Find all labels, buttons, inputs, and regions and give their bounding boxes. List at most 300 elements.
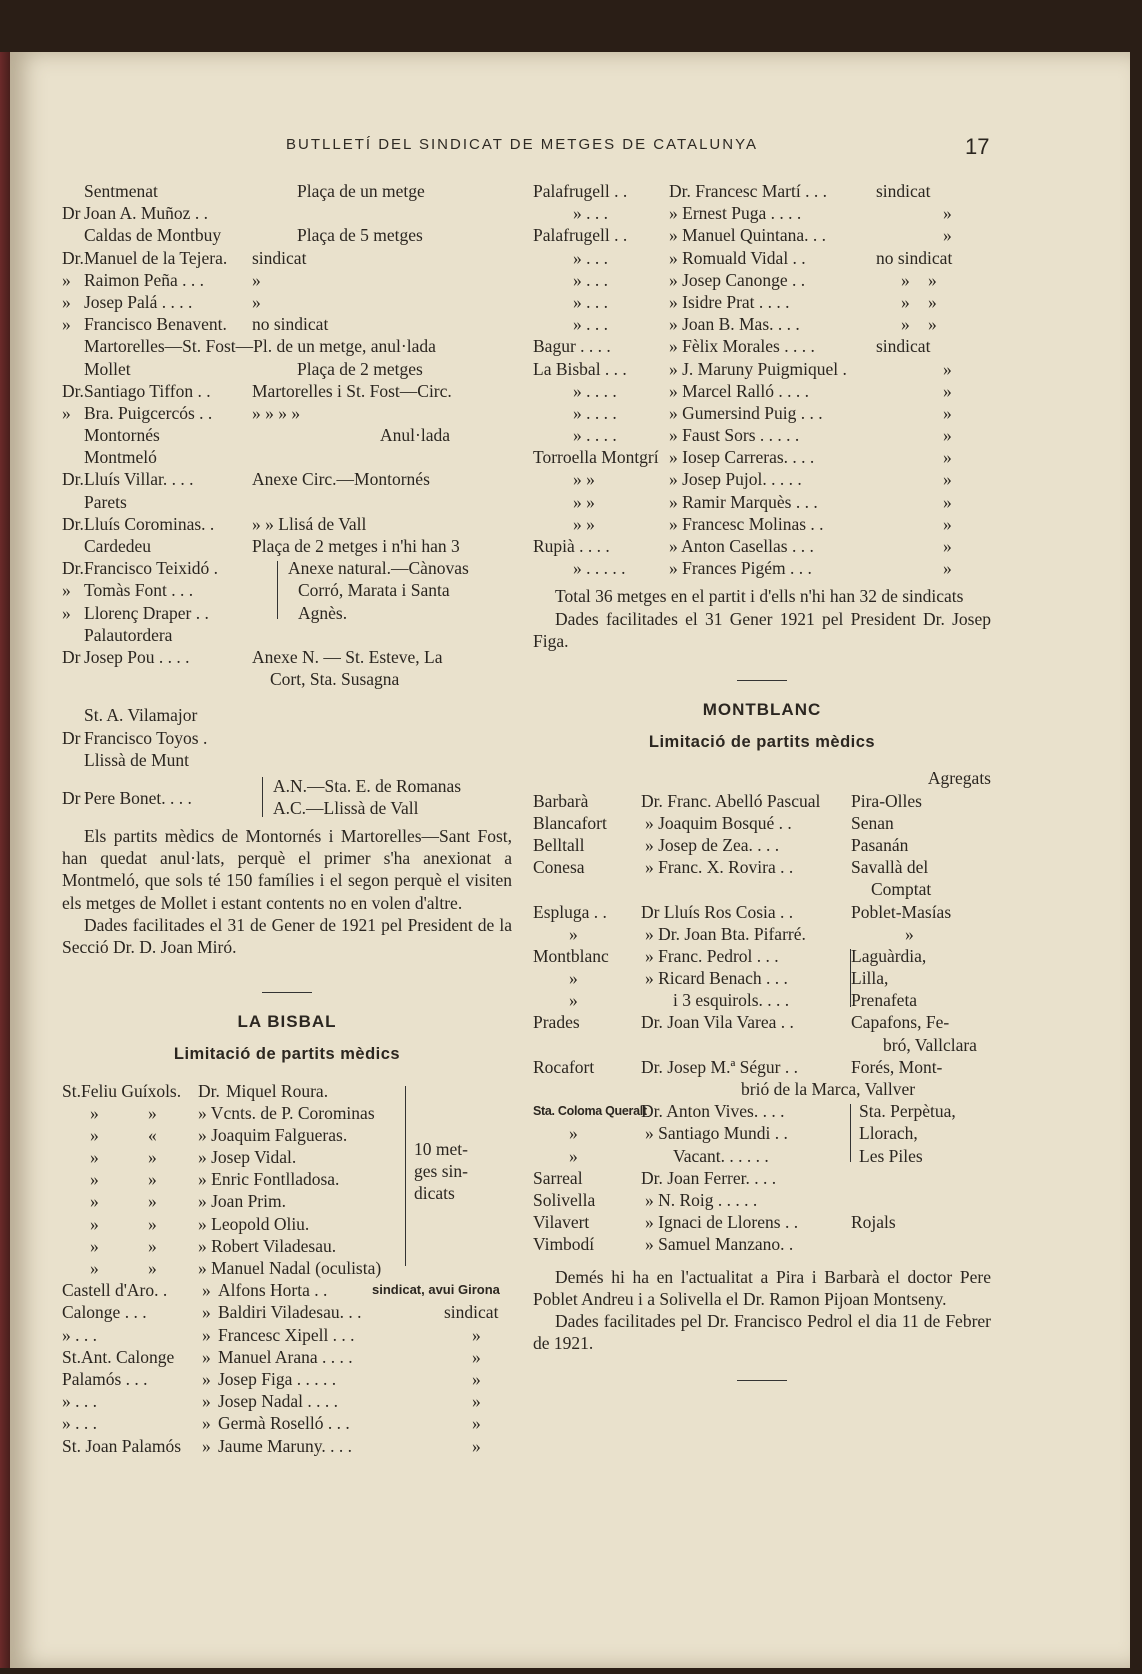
entry-name: Caldas de Montbuy <box>84 225 222 246</box>
doctor-name: » Ernest Puga . . . . <box>669 203 802 224</box>
brace <box>405 1086 406 1266</box>
note: Cort, Sta. Susagna <box>270 669 400 690</box>
town-name: Conesa <box>533 857 585 878</box>
table-row <box>533 1011 991 1033</box>
status: » <box>943 402 952 423</box>
table-row <box>533 1145 991 1167</box>
list-row <box>533 291 991 313</box>
town-name: » <box>90 1102 99 1123</box>
prefix: Dr. <box>62 247 84 268</box>
status: » <box>472 1435 481 1456</box>
table-row <box>533 923 991 945</box>
table-row <box>62 1368 512 1390</box>
aggregate: Laguàrdia, <box>851 945 927 966</box>
agregats-label: Agregats <box>927 768 991 789</box>
prefix: Dr. <box>62 469 84 490</box>
town-name: » <box>90 1147 99 1168</box>
doctor-name: » Manuel Quintana. . . <box>669 225 826 246</box>
list-row <box>62 313 512 335</box>
town-name: St.Feliu Guíxols. <box>62 1080 182 1101</box>
doctor-name: » Leopold Oliu. <box>198 1213 310 1234</box>
entry-name: Joan A. Muñoz . . <box>84 203 208 224</box>
town-name: Palafrugell . . <box>533 225 628 246</box>
town-name: Palafrugell . . <box>533 181 628 201</box>
prefix: » <box>148 1213 157 1234</box>
status: » <box>943 469 952 490</box>
aggregate: » <box>905 923 914 944</box>
bonet-group <box>62 775 512 821</box>
table-row <box>533 1167 991 1189</box>
town-name: Torroella Montgrí <box>533 447 659 468</box>
town-name: » <box>90 1213 99 1234</box>
page-number: 17 <box>965 134 990 159</box>
note: A.C.—Llissà de Vall <box>273 797 419 818</box>
doctor-name: Dr. Joan Vila Varea . . <box>641 1012 794 1033</box>
town-name: » . . . <box>573 291 608 312</box>
doctor-name: Dr. Joan Ferrer. . . . <box>641 1167 777 1188</box>
paragraph: Dades facilitades el 31 Gener 1921 pel President Dr. Josep Figa. <box>533 608 991 651</box>
doctor-name: » N. Roig . . . . . <box>645 1189 758 1210</box>
table-row <box>533 856 991 878</box>
list-row <box>62 335 512 357</box>
section-rule <box>737 1380 787 1381</box>
town-name: Prades <box>533 1012 580 1033</box>
aggregate: bró, Vallclara <box>883 1034 977 1055</box>
table-row <box>533 1233 991 1255</box>
left-column <box>62 180 512 1457</box>
section-rule <box>262 992 312 993</box>
prefix: Dr. <box>198 1080 220 1101</box>
status: » <box>472 1368 481 1389</box>
town-name: » <box>90 1124 99 1145</box>
prefix: » <box>202 1302 211 1323</box>
list-row <box>62 424 512 446</box>
table-row <box>62 1102 512 1124</box>
list-row <box>62 513 512 535</box>
brace <box>850 949 851 1007</box>
town-name: » . . . . . <box>573 558 626 579</box>
town-name: Solivella <box>533 1189 596 1210</box>
doctor-name: Vacant. . . . . . <box>673 1145 769 1166</box>
table-row <box>533 790 991 812</box>
status: sindicat <box>876 181 931 201</box>
town-name: Sta. Coloma Queralt <box>533 1104 647 1119</box>
table-row <box>533 1100 991 1122</box>
paragraph: Total 36 metges en el partit i d'ells n'hi han 32 de sindicats <box>555 586 964 607</box>
town-name: Barbarà <box>533 790 589 811</box>
doctor-name: Manuel Arana . . . . <box>218 1346 353 1367</box>
note-line: Agnès. <box>298 602 348 623</box>
note-line: 10 met- <box>414 1138 468 1159</box>
town-name: Palautordera <box>84 624 173 645</box>
doctor-name: » Franc. Pedrol . . . <box>645 945 779 966</box>
list-row <box>533 247 991 269</box>
town-name: La Bisbal . . . <box>533 358 627 379</box>
table-row <box>62 1235 512 1257</box>
town-name: Bagur . . . . <box>533 336 611 357</box>
prefix: » <box>148 1258 157 1279</box>
entry-note: no sindicat <box>252 314 329 335</box>
list-row <box>62 291 512 313</box>
town-name: St. A. Vilamajor <box>84 705 198 726</box>
prefix: » <box>202 1435 211 1456</box>
doctor-name: » Faust Sors . . . . . <box>669 425 800 446</box>
bisbal-listing <box>62 1080 512 1457</box>
aggregate: Pasanán <box>851 834 909 855</box>
aggregate: Poblet-Masías <box>851 901 952 922</box>
paragraph: Dades facilitades el 31 de Gener de 1921 pel President de la Secció Dr. D. Joan Miró. <box>62 914 512 957</box>
town-name: Llissà de Munt <box>84 749 189 770</box>
town-name: » . . . <box>573 247 608 268</box>
status: » <box>943 358 952 379</box>
status: no sindicat <box>876 247 953 268</box>
table-row <box>62 1412 512 1434</box>
town-name: » . . . . <box>573 380 617 401</box>
town-name: » <box>90 1235 99 1256</box>
status: » <box>943 513 952 534</box>
town-name: » . . . <box>573 314 608 335</box>
table-row <box>533 1122 991 1144</box>
doctor-name: » Isidre Prat . . . . <box>669 291 790 312</box>
list-row <box>62 180 512 202</box>
list-row <box>62 446 512 468</box>
aggregate: Pira-Olles <box>851 790 922 811</box>
list-row <box>62 402 512 424</box>
doctor-name: » Joaquim Bosqué . . <box>645 812 792 833</box>
doctor-name: Dr. Anton Vives. . . . <box>641 1101 785 1122</box>
status: » <box>928 269 937 290</box>
aggregate: Sta. Perpètua, <box>859 1101 956 1122</box>
town-name: » <box>569 990 578 1011</box>
town-name: Rocafort <box>533 1056 595 1077</box>
table-row <box>533 967 991 989</box>
status: » <box>943 225 952 246</box>
prefix: » <box>148 1235 157 1256</box>
entry-name: Manuel de la Tejera. <box>84 247 228 268</box>
entry-name: Martorelles—St. Fost—Pl. de un metge, anul·lada <box>84 336 436 357</box>
prefix: » <box>202 1346 211 1367</box>
prefix: » <box>148 1169 157 1190</box>
entry-note: Martorelles i St. Fost—Circ. <box>252 380 452 401</box>
town-name: » . . . <box>62 1391 97 1412</box>
entry-note: » » » » <box>252 402 301 423</box>
list-row <box>533 402 991 424</box>
town-name: » » <box>573 469 595 490</box>
town-name: Vilavert <box>533 1212 590 1233</box>
town-name: Belltall <box>533 834 585 855</box>
entry-note: Anul·lada <box>380 425 450 446</box>
doctor-name: » Dr. Joan Bta. Pifarré. <box>645 923 806 944</box>
left-listing <box>62 180 512 557</box>
town-name: » <box>569 1145 578 1166</box>
status: sindicat <box>444 1302 499 1323</box>
doctor-name: Josep Pou . . . . <box>84 646 190 667</box>
entry-name: Raimon Peña . . . <box>84 269 205 290</box>
entry-name: Francisco Benavent. <box>84 314 227 335</box>
doctor-name: » Joaquim Falgueras. <box>198 1124 348 1145</box>
doctor-name: » Josep de Zea. . . . <box>645 834 780 855</box>
table-row <box>533 1211 991 1233</box>
note-line: Anexe natural.—Cànovas <box>288 558 469 579</box>
doctor-name: » Francesc Molinas . . <box>669 513 824 534</box>
table-row <box>533 1078 991 1100</box>
list-row <box>533 513 991 535</box>
table-row <box>62 1390 512 1412</box>
doctor-name: Dr. Josep M.ª Ségur . . <box>641 1056 798 1077</box>
table-row <box>533 901 991 923</box>
table-row <box>533 945 991 967</box>
list-row <box>533 269 991 291</box>
section-subtitle: Limitació de partits mèdics <box>173 1045 401 1064</box>
list-row <box>533 468 991 490</box>
status: » <box>928 291 937 312</box>
note: A.N.—Sta. E. de Romanas <box>273 775 462 796</box>
town-name: Palamós . . . <box>62 1368 148 1389</box>
doctor-name: » Santiago Mundi . . <box>645 1123 788 1144</box>
prefix: » <box>62 580 71 601</box>
entry-note: sindicat <box>252 247 307 268</box>
note-line: ges sin- <box>414 1160 468 1181</box>
town-name: » . . . . <box>573 425 617 446</box>
entry-name: Lluís Villar. . . . <box>84 469 194 490</box>
prefix: » <box>62 314 71 335</box>
town-name: Rupià . . . . <box>533 536 610 556</box>
doctor-name: » Marcel Ralló . . . . <box>669 380 809 401</box>
note: Anexe N. — St. Esteve, La <box>252 646 443 667</box>
cardedeu-note <box>288 557 514 624</box>
aggregate: Lilla, <box>851 968 889 989</box>
table-row <box>62 1301 512 1323</box>
table-row <box>62 1346 512 1368</box>
section-subtitle: Limitació de partits mèdics <box>648 733 876 752</box>
aggregate: Comptat <box>871 879 932 900</box>
town-name: » » <box>573 513 595 534</box>
doctor-name: » Fèlix Morales . . . . <box>669 336 815 357</box>
doctor-name: » Gumersind Puig . . . <box>669 402 823 423</box>
town-name: Espluga . . <box>533 901 607 922</box>
prefix: Dr. <box>62 513 84 534</box>
table-row <box>533 1056 991 1078</box>
prefix: » <box>202 1280 211 1301</box>
section-title: MONTBLANC <box>702 699 822 719</box>
entry-note: Anexe Circ.—Montornés <box>252 469 430 490</box>
prefix: Dr <box>62 203 81 224</box>
prefix: » <box>148 1102 157 1123</box>
doctor-name: Josep Nadal . . . . <box>218 1391 339 1412</box>
doctor-name: » Ignaci de Llorens . . <box>645 1212 799 1233</box>
list-row <box>533 335 991 357</box>
status: » <box>472 1324 481 1345</box>
prefix: » <box>202 1324 211 1345</box>
aggregate: Senan <box>851 812 894 833</box>
doctor-name: » J. Maruny Puigmiquel . <box>669 358 847 379</box>
prefix: Dr. <box>62 380 84 401</box>
doctor-name: Francisco Toyos . <box>84 727 208 748</box>
town-name: St. Joan Palamós <box>62 1435 182 1456</box>
doctor-name: » Joan B. Mas. . . . <box>669 314 800 335</box>
entry-note: Plaça de 2 metges i n'hi han 3 <box>252 536 460 556</box>
montblanc-listing <box>533 790 991 1256</box>
town-name: » <box>90 1169 99 1190</box>
table-row <box>62 1279 512 1301</box>
prefix: » <box>62 402 71 423</box>
right-listing <box>533 180 991 579</box>
paragraph: Dades facilitades pel Dr. Francisco Pedrol el dia 11 de Febrer de 1921. <box>533 1310 991 1354</box>
entry-name: Montmeló <box>84 447 157 468</box>
aggregate: brió de la Marca, Vallver <box>741 1079 916 1100</box>
town-name: » . . . <box>573 203 608 224</box>
town-name: » . . . <box>62 1413 97 1434</box>
status: » <box>943 558 952 579</box>
status: » <box>901 269 910 290</box>
status: » <box>943 536 952 556</box>
table-row <box>533 1189 991 1211</box>
list-row <box>62 491 512 513</box>
list-row <box>533 358 991 380</box>
doctor-name: Alfons Horta . . <box>218 1280 328 1301</box>
status: » <box>943 203 952 224</box>
list-row <box>533 535 991 557</box>
town-name: » <box>569 923 578 944</box>
status: » <box>901 314 910 335</box>
prefix: » <box>62 602 71 623</box>
cardedeu-group <box>62 557 512 624</box>
brace <box>262 777 263 817</box>
list-row <box>533 557 991 579</box>
entry-name: Bra. Puigcercós . . <box>84 402 213 423</box>
entry-name: Mollet <box>84 358 131 379</box>
prefix: » <box>148 1147 157 1168</box>
entry-note: Plaça de 2 metges <box>297 358 423 379</box>
prefix: « <box>148 1124 157 1145</box>
entry-name: Montornés <box>84 425 160 446</box>
doctor-name: Dr Lluís Ros Cosia . . <box>641 901 794 922</box>
doctor-name: » Josep Vidal. <box>198 1147 297 1168</box>
list-row <box>533 180 991 202</box>
town-name: Blancafort <box>533 812 607 833</box>
status: » <box>943 380 952 401</box>
list-row <box>533 380 991 402</box>
prefix: Dr. <box>62 558 84 579</box>
entry-note: » » Llisá de Vall <box>252 513 367 534</box>
town-name: Vimbodí <box>533 1234 595 1255</box>
entry-note: » <box>252 291 261 312</box>
list-row <box>62 358 512 380</box>
note-line: Corró, Marata i Santa <box>298 580 450 601</box>
list-row <box>533 424 991 446</box>
status: sindicat <box>876 336 931 357</box>
list-row <box>533 224 991 246</box>
doctor-name: » Josep Canonge . . <box>669 269 806 290</box>
doctor-name: Miquel Roura. <box>226 1080 329 1101</box>
entry-note: Plaça de 5 metges <box>297 225 423 246</box>
table-row <box>533 834 991 856</box>
prefix: » <box>62 291 71 312</box>
doctor-name: » Ricard Benach . . . <box>645 968 788 989</box>
doctor-name: » Iosep Carreras. . . . <box>669 447 815 468</box>
entry-name: Parets <box>84 491 127 512</box>
entry-name: Lluís Corominas. . <box>84 513 215 534</box>
status: » <box>928 314 937 335</box>
doctor-name: » Josep Pujol. . . . . <box>669 469 802 490</box>
list-row <box>62 224 512 246</box>
doctor-name: » Robert Viladesau. <box>198 1235 337 1256</box>
doctor-name: Francisco Teixidó . <box>84 558 219 579</box>
section-rule <box>737 680 787 681</box>
doctor-name: Josep Figa . . . . . <box>218 1368 337 1389</box>
town-name: Castell d'Aro. . <box>62 1280 168 1301</box>
aggregate: Rojals <box>851 1212 896 1233</box>
aggregate: Prenafeta <box>851 990 918 1011</box>
doctor-name: » Frances Pigém . . . <box>669 558 812 579</box>
table-row <box>533 989 991 1011</box>
doctor-name: Tomàs Font . . . <box>84 580 194 601</box>
entry-name: Sentmenat <box>84 181 158 201</box>
status: » <box>943 425 952 446</box>
table-row <box>533 812 991 834</box>
town-name: » . . . . <box>573 402 617 423</box>
status: » <box>472 1413 481 1434</box>
prefix: Dr <box>62 727 81 748</box>
entry-note: Plaça de un metge <box>297 181 425 201</box>
table-row <box>533 878 991 900</box>
aggregate: Forés, Mont- <box>851 1056 943 1077</box>
table-row <box>533 1034 991 1056</box>
doctor-name: » Anton Casellas . . . <box>669 536 814 556</box>
doctor-name: Germà Roselló . . . <box>218 1413 350 1434</box>
status: » <box>472 1391 481 1412</box>
prefix: » <box>202 1368 211 1389</box>
status: » <box>943 447 952 468</box>
prefix: Dr <box>62 646 81 667</box>
status: » <box>472 1346 481 1367</box>
list-row <box>62 468 512 490</box>
doctor-name: Dr. Francesc Martí . . . <box>669 181 827 201</box>
bisbal-note <box>414 1138 468 1205</box>
list-row <box>62 247 512 269</box>
table-row <box>62 1324 512 1346</box>
paragraph: Els partits mèdics de Montornés i Martorelles—Sant Fost, han quedat anul·lats, perquè el primer s'ha anexionat a Montmeló, que sols té 150 famílies i el segon perquè el visiten els metges de Mollet i estant contents no en volen d'altre. <box>62 825 512 913</box>
table-row <box>62 1257 512 1279</box>
entry-name: Santiago Tiffon . . <box>84 380 211 401</box>
doctor-name: » Joan Prim. <box>198 1191 286 1212</box>
list-row <box>533 202 991 224</box>
list-row <box>533 446 991 468</box>
aggregate: Savallà del <box>851 857 929 878</box>
list-row <box>533 313 991 335</box>
list-row <box>62 269 512 291</box>
brace <box>277 561 278 619</box>
town-name: » <box>569 968 578 989</box>
aggregate: Llorach, <box>859 1123 918 1144</box>
doctor-name: Francesc Xipell . . . <box>218 1324 355 1345</box>
town-name: » . . . <box>573 269 608 290</box>
list-row <box>533 491 991 513</box>
aggregate: Les Piles <box>859 1145 923 1166</box>
prefix: » <box>202 1391 211 1412</box>
list-row <box>62 202 512 224</box>
status: » <box>943 491 952 512</box>
status: » <box>901 291 910 312</box>
list-row <box>62 535 512 557</box>
prefix: Dr <box>62 787 81 808</box>
prefix: » <box>148 1191 157 1212</box>
entry-note: » <box>252 269 261 290</box>
town-name: » <box>569 1123 578 1144</box>
doctor-name: Baldiri Viladesau. . . <box>218 1302 362 1323</box>
doctor-name: » Romuald Vidal . . <box>669 247 806 268</box>
aggregate: Capafons, Fe- <box>851 1012 950 1033</box>
